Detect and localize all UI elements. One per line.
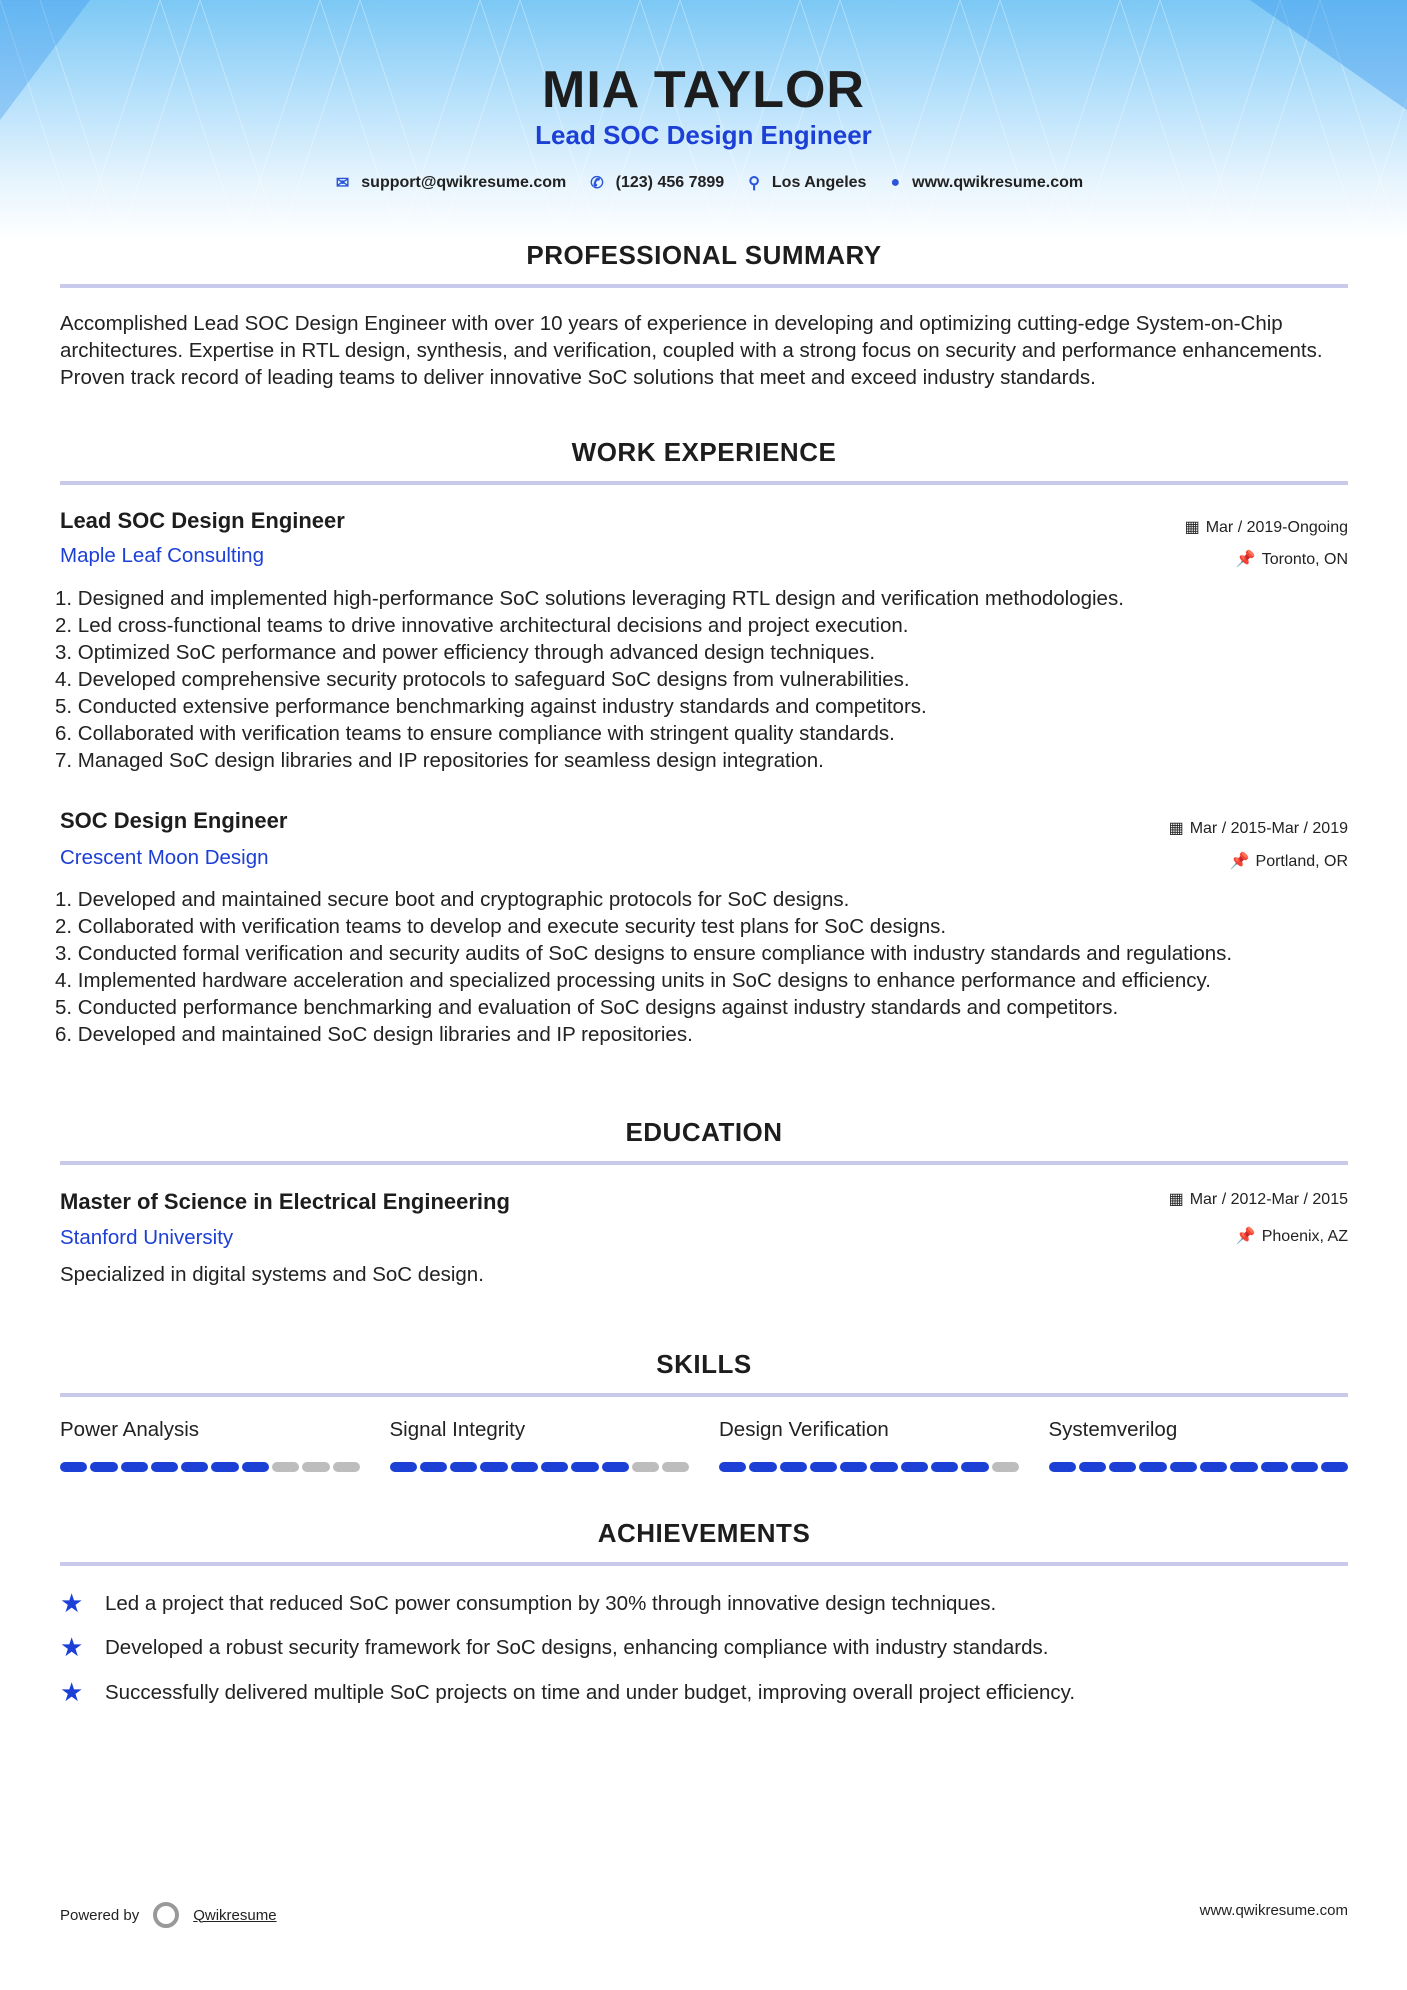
bullet: 4. Developed comprehensive security protocols to safeguard SoC designs from vulnerabilities.: [55, 668, 910, 691]
footer-website[interactable]: www.qwikresume.com: [1199, 1902, 1348, 1919]
achievement-item: [60, 1588, 996, 1619]
bullet: 2. Collaborated with verification teams to develop and execute security test plans for SoC designs.: [55, 915, 947, 938]
skill-segment: [211, 1462, 238, 1472]
calendar-icon: ▦: [1168, 820, 1184, 837]
bullet: 6. Collaborated with verification teams to ensure compliance with stringent quality standards.: [55, 722, 895, 745]
achievement-text: Led a project that reduced SoC power consumption by 30% through innovative design techniques.: [105, 1591, 997, 1615]
skill-segment: [961, 1462, 988, 1472]
phone-icon: ✆: [590, 175, 604, 192]
skill-level-bar: [390, 1462, 690, 1472]
job-title: Lead SOC Design Engineer: [60, 508, 345, 533]
skill-item: [60, 1418, 360, 1472]
skill-item: [719, 1418, 1019, 1472]
skill-item: [390, 1418, 690, 1472]
divider: [60, 1161, 1348, 1165]
location-pin-icon: ⚲: [748, 175, 760, 192]
skill-segment: [1079, 1462, 1106, 1472]
bullet: 5. Conducted performance benchmarking and evaluation of SoC designs against industry standards and competitors.: [55, 996, 1119, 1019]
pin-icon: 📌: [1235, 1228, 1256, 1245]
candidate-title: Lead SOC Design Engineer: [535, 120, 872, 150]
skill-segment: [390, 1462, 417, 1472]
skill-segment: [632, 1462, 659, 1472]
skill-segment: [870, 1462, 897, 1472]
skill-segment: [780, 1462, 807, 1472]
skill-segment: [602, 1462, 629, 1472]
job-dates: [1169, 818, 1348, 838]
skills-heading: SKILLS: [656, 1349, 752, 1379]
education-dates: [1169, 1189, 1348, 1209]
calendar-icon: ▦: [1168, 1191, 1184, 1208]
work-heading: WORK EXPERIENCE: [571, 437, 837, 467]
location: Los Angeles: [771, 174, 867, 191]
skill-segment: [1321, 1462, 1348, 1472]
divider: [60, 284, 1348, 288]
brand-link[interactable]: Qwikresume: [193, 1906, 277, 1924]
skill-segment: [1049, 1462, 1076, 1472]
skill-segment: [1170, 1462, 1197, 1472]
job-dates: [1185, 517, 1348, 537]
phone: (123) 456 7899: [615, 174, 725, 191]
education-location: [1236, 1226, 1348, 1246]
bullet: 3. Conducted formal verification and security audits of SoC designs to ensure compliance with industry standards and regulations.: [55, 942, 1233, 965]
job-location: [1236, 549, 1348, 569]
skill-name: Power Analysis: [60, 1418, 200, 1441]
bullet: 5. Conducted extensive performance benchmarking against industry standards and competitors.: [55, 695, 927, 718]
star-icon: ★: [60, 1632, 84, 1662]
skill-segment: [181, 1462, 208, 1472]
company-name: Maple Leaf Consulting: [60, 544, 264, 567]
skill-segment: [480, 1462, 507, 1472]
qwikresume-logo-icon: [153, 1902, 179, 1928]
star-icon: ★: [60, 1588, 84, 1618]
divider: [60, 1393, 1348, 1397]
job-bullets: [55, 585, 1355, 774]
skill-segment: [333, 1462, 360, 1472]
skill-segment: [662, 1462, 689, 1472]
email-icon: ✉: [335, 175, 350, 192]
bullet: 2. Led cross-functional teams to drive innovative architectural decisions and project execution.: [55, 614, 909, 637]
contact-bar: [0, 173, 1407, 193]
skill-item: [1049, 1418, 1349, 1472]
skill-segment: [1200, 1462, 1227, 1472]
bullet: 1. Developed and maintained secure boot and cryptographic protocols for SoC designs.: [55, 888, 850, 911]
skill-segment: [1291, 1462, 1318, 1472]
achievement-text: Developed a robust security framework for SoC designs, enhancing compliance with industry standards.: [105, 1635, 1049, 1659]
skill-segment: [541, 1462, 568, 1472]
education-description: Specialized in digital systems and SoC design.: [60, 1263, 484, 1286]
job-title: SOC Design Engineer: [60, 808, 288, 833]
skill-segment: [302, 1462, 329, 1472]
dates-text: Mar / 2012-Mar / 2015: [1189, 1191, 1348, 1208]
location-text: Portland, OR: [1255, 853, 1348, 870]
bullet: 6. Developed and maintained SoC design libraries and IP repositories.: [55, 1023, 693, 1046]
skill-segment: [840, 1462, 867, 1472]
skill-segment: [420, 1462, 447, 1472]
skill-segment: [992, 1462, 1019, 1472]
skill-segment: [121, 1462, 148, 1472]
skill-segment: [1109, 1462, 1136, 1472]
email[interactable]: support@qwikresume.com: [361, 174, 567, 191]
skill-segment: [901, 1462, 928, 1472]
skill-segment: [810, 1462, 837, 1472]
achievement-item: [60, 1677, 1075, 1708]
candidate-name: MIA TAYLOR: [542, 61, 865, 119]
globe-icon: ●: [890, 174, 901, 191]
summary-text: Accomplished Lead SOC Design Engineer with over 10 years of experience in developing and optimizing cutting-edge System-on-Chip architectures. Expertise in RTL design, synthesis, and verification, coupled with a strong focus on security and performance enhancements. Proven track record of leading teams to deliver innovative SoC solutions that meet and exceed industry standards.: [60, 312, 1323, 389]
skill-segment: [571, 1462, 598, 1472]
pin-icon: 📌: [1229, 853, 1250, 870]
skill-segment: [511, 1462, 538, 1472]
achievement-item: [60, 1632, 1048, 1663]
skill-name: Signal Integrity: [389, 1418, 526, 1441]
achievement-text: Successfully delivered multiple SoC projects on time and under budget, improving overall project efficiency.: [105, 1680, 1076, 1704]
summary-heading: PROFESSIONAL SUMMARY: [526, 240, 882, 270]
skill-level-bar: [60, 1462, 360, 1472]
company-name: Crescent Moon Design: [60, 846, 269, 869]
skill-segment: [931, 1462, 958, 1472]
skill-segment: [749, 1462, 776, 1472]
skill-segment: [1139, 1462, 1166, 1472]
skill-segment: [1261, 1462, 1288, 1472]
skill-level-bar: [719, 1462, 1019, 1472]
job-location: [1230, 851, 1348, 871]
bullet: 4. Implemented hardware acceleration and specialized processing units in SoC designs to enhance performance and efficiency.: [55, 969, 1211, 992]
dates-text: Mar / 2015-Mar / 2019: [1189, 820, 1348, 837]
skill-segment: [151, 1462, 178, 1472]
skill-segment: [272, 1462, 299, 1472]
achievements-heading: ACHIEVEMENTS: [597, 1518, 811, 1548]
skill-segment: [450, 1462, 477, 1472]
bullet: 3. Optimized SoC performance and power efficiency through advanced design techniques.: [55, 641, 876, 664]
dates-text: Mar / 2019-Ongoing: [1205, 519, 1348, 536]
skill-segment: [60, 1462, 87, 1472]
skill-name: Systemverilog: [1048, 1418, 1178, 1441]
bullet: 1. Designed and implemented high-performance SoC solutions leveraging RTL design and verification methodologies.: [55, 587, 1124, 610]
footer-left: [60, 1902, 277, 1928]
school-name: Stanford University: [60, 1226, 234, 1249]
education-heading: EDUCATION: [625, 1117, 783, 1147]
bullet: 7. Managed SoC design libraries and IP repositories for seamless design integration.: [55, 749, 824, 772]
divider: [60, 1562, 1348, 1566]
location-text: Toronto, ON: [1261, 551, 1348, 568]
skill-level-bar: [1049, 1462, 1349, 1472]
pin-icon: 📌: [1235, 551, 1256, 568]
location-text: Phoenix, AZ: [1261, 1228, 1348, 1245]
skill-segment: [242, 1462, 269, 1472]
calendar-icon: ▦: [1184, 519, 1200, 536]
skill-segment: [90, 1462, 117, 1472]
skill-segment: [1230, 1462, 1257, 1472]
website[interactable]: www.qwikresume.com: [912, 174, 1084, 191]
powered-by-label: Powered by: [60, 1906, 140, 1924]
job-bullets: [55, 886, 1355, 1048]
skill-segment: [719, 1462, 746, 1472]
skill-name: Design Verification: [719, 1418, 889, 1441]
star-icon: ★: [60, 1677, 84, 1707]
divider: [60, 481, 1348, 485]
degree: Master of Science in Electrical Engineering: [60, 1189, 510, 1214]
